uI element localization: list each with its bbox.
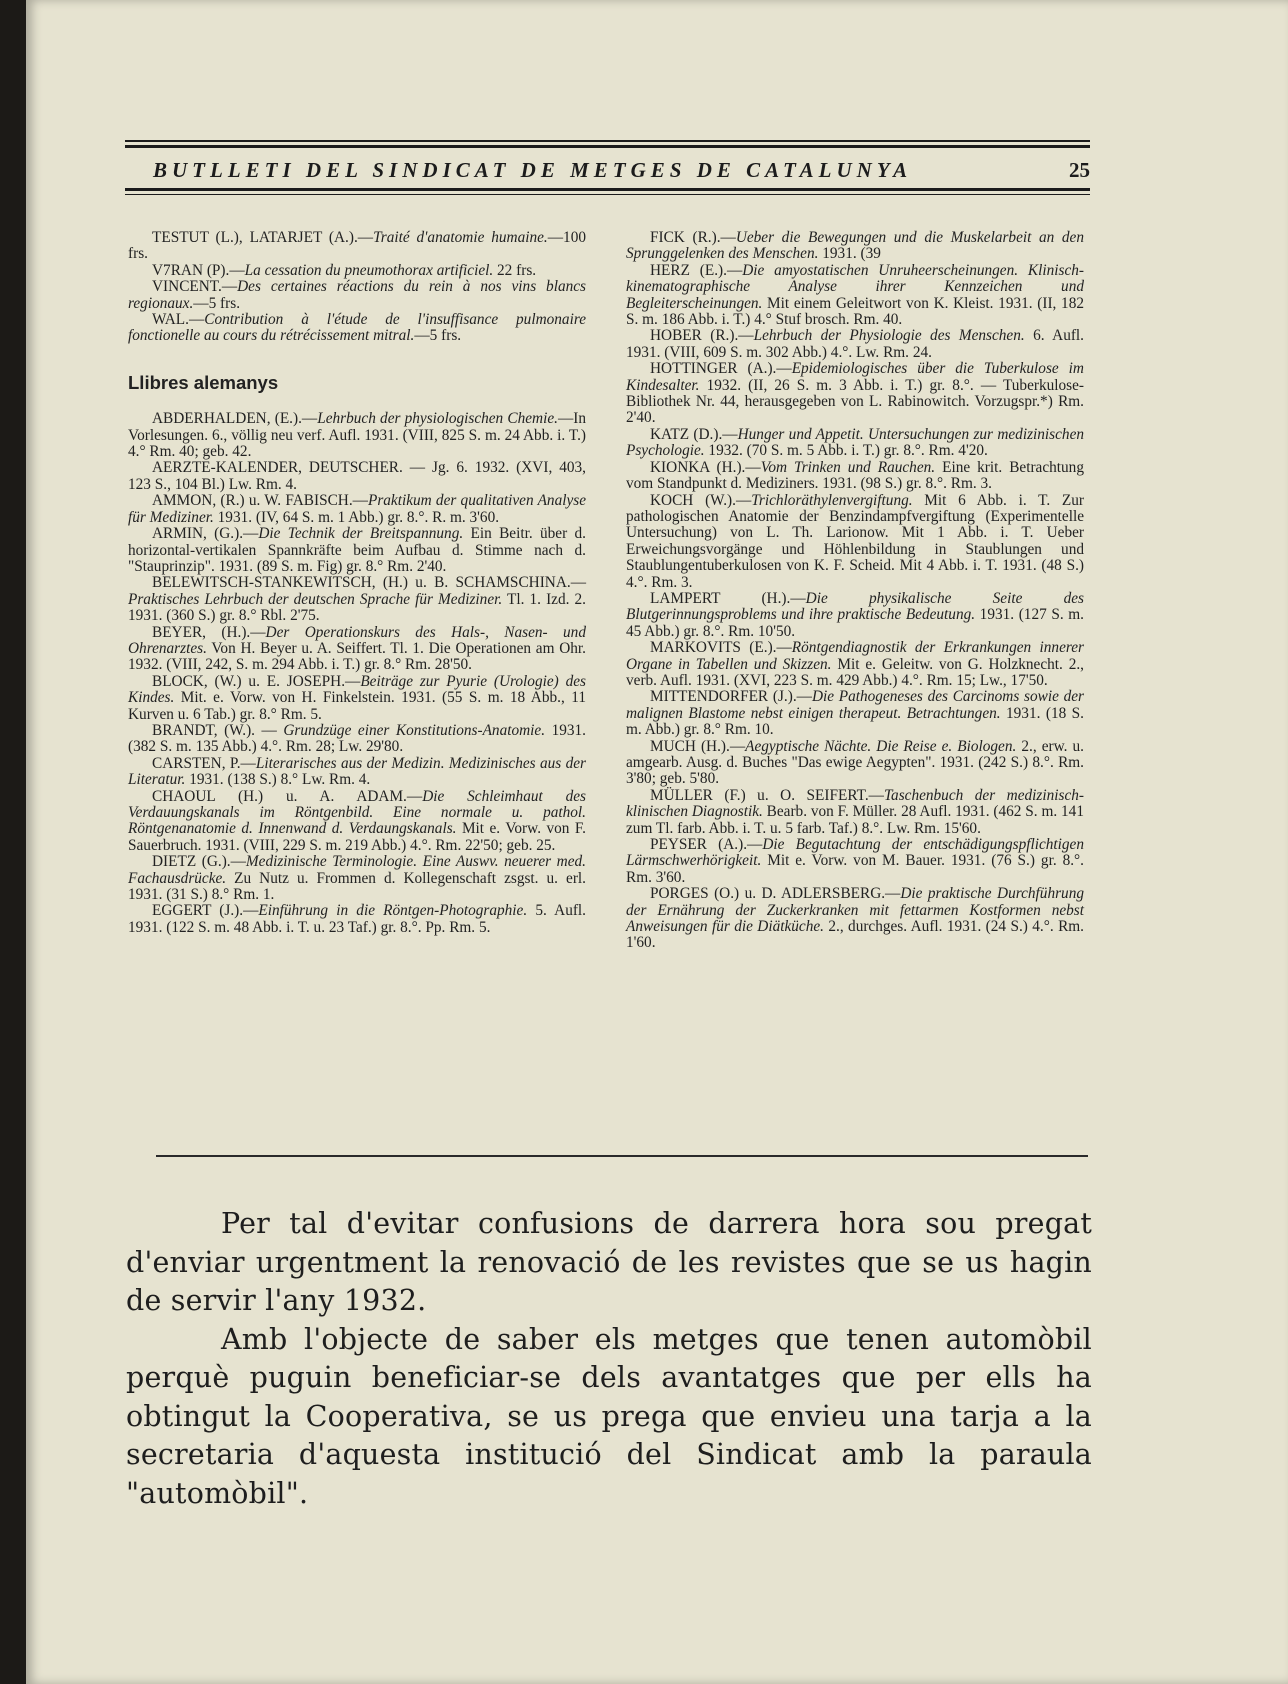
bibliography-entry — [626, 886, 1084, 952]
entry-author: MITTENDORFER (J.).— — [650, 688, 812, 706]
german-books-list — [128, 411, 586, 936]
german-books-list-continued — [626, 230, 1084, 952]
entry-title: Die physikalische Seite des Blutgerinnungsproblems und ihre praktische Bedeutung. — [626, 589, 1085, 624]
header-rule-bottom — [125, 194, 1090, 195]
entry-title: Die Begutachtung der entschädigungspflichtigen Lärmschwerhörigkeit. — [626, 836, 1084, 870]
entry-rest: 6. Aufl. 1931. (VIII, 609 S. m. 302 Abb.) 4.°. Lw. Rm. 24. — [626, 327, 1085, 361]
entry-author: KOCH (W.).— — [650, 491, 752, 509]
bibliography-entry — [128, 723, 586, 756]
entry-title: Literarisches aus der Medizin. Medizinisches aus der Literatur. — [128, 754, 587, 789]
bibliography-entry — [128, 756, 586, 789]
entry-author: V7RAN (P).— — [152, 261, 245, 279]
entry-title: Die Schleimhaut des Verdauungskanals im Röntgenbild. Eine normale u. pathol. Röntgenanatomie d. Innenwand d. Verdaungskanals. — [128, 787, 586, 838]
entry-title: Taschenbuch der medizinisch-klinischen Diagnostik. — [626, 786, 1084, 821]
entry-rest: Mit 6 Abb. i. T. Zur pathologischen Anatomie der Benzindampfvergiftung (Experimentelle Untersuchung) von L. Th. Larionow. Mit 1 Abb. i. T. Ueber Erweichungsvorgänge und Höhlenbildung in Staublungen und Staublungentuberkulosen von K. F. Scheid. Mit 4 Abb. i. T. 1931. (48 S.) 4.°. Rm. 3. — [626, 491, 1084, 591]
bibliography-entry — [626, 427, 1084, 460]
entry-author: PEYSER (A.).— — [650, 836, 763, 854]
section-heading: Llibres alemanys — [128, 371, 279, 393]
header-rule-bottom-thick — [125, 188, 1090, 191]
bibliography-entry — [626, 837, 1084, 886]
entry-author: BLOCK, (W.) u. E. JOSEPH.— — [152, 672, 361, 690]
entry-title: La cessation du pneumothorax artificiel. — [244, 261, 494, 279]
entry-rest: 5. Aufl. 1931. (122 S. m. 48 Abb. i. T. u. 23 Taf.) gr. 8.°. Pp. Rm. 5. — [128, 902, 587, 936]
bibliography-entry — [626, 640, 1084, 689]
notice-paragraph: Per tal d'evitar confusions de darrera hora sou pregat d'enviar urgentment la renovació de les revistes que se us hagin de servir l'any 1932. — [126, 1207, 1092, 1317]
bibliography-entry — [128, 411, 586, 460]
right-column — [626, 230, 1084, 952]
entry-rest: Von H. Beyer u. A. Seiffert. Tl. 1. Die Operationen am Ohr. 1932. (VIII, 242, S. m. 294 Abb. i. T.) gr. 8.° Rm. 28'50. — [128, 639, 586, 674]
bibliography-entry — [626, 591, 1084, 640]
entry-author: FICK (R.).— — [650, 229, 736, 246]
entry-author: KATZ (D.).— — [650, 425, 738, 443]
notice-paragraph: Amb l'objecte de saber els metges que tenen automòbil perquè puguin beneficiar-se dels avantatges que per ells ha obtingut la Cooperativa, se us prega que envieu una tarja a la secretaria d'aquesta institució del Sindicat amb la paraula "automòbil". — [126, 1322, 1092, 1510]
entry-title: Praktisches Lehrbuch der deutschen Sprache für Mediziner. — [128, 590, 503, 608]
bibliography-entry — [128, 674, 586, 723]
entry-rest: 1931. (382 S. m. 135 Abb.) 4.°. Rm. 28; Lw. 29'80. — [128, 721, 586, 756]
entry-rest: 1931. (138 S.) 8.° Lw. Rm. 4. — [185, 771, 371, 789]
entry-title: Beiträge zur Pyurie (Urologie) des Kindes. — [128, 672, 586, 707]
entry-title: Contribution à l'étude de l'insuffisance pulmonaire fonctionelle au cours du rétrécissement mitral. — [128, 311, 586, 345]
journal-title: BUTLLETI DEL SINDICAT DE METGES DE CATALUNYA — [153, 158, 913, 182]
french-books-list — [128, 230, 586, 345]
entry-rest: Mit e. Vorw. von M. Bauer. 1931. (76 S.) gr. 8.°. Rm. 3'60. — [626, 852, 1084, 886]
entry-author: CARSTEN, P.— — [152, 754, 256, 772]
entry-author: HOBER (R.).— — [650, 327, 754, 345]
bibliography-entry — [626, 739, 1084, 788]
entry-title: Vom Trinken und Rauchen. — [760, 458, 936, 476]
entry-rest: 1931. (127 S. m. 45 Abb.) gr. 8.°. Rm. 10'50. — [626, 606, 1084, 640]
entry-title: Lehrbuch der Physiologie des Menschen. — [753, 327, 1025, 345]
entry-rest: 2., durchges. Aufl. 1931. (24 S.) 4.°. Rm. 1'60. — [626, 918, 1084, 952]
entry-author: MARKOVITS (E.).— — [650, 639, 792, 657]
entry-rest: 1932. (II, 26 S. m. 3 Abb. i. T.) gr. 8.°. — Tuberkulose-Bibliothek Nr. 44, herausgegeben von L. Rabinowitch. Vorzugspr.*) Rm. 2'40. — [626, 376, 1084, 427]
entry-rest: 2., erw. u. amgearb. Ausg. d. Buches "Das ewige Aegypten". 1931. (242 S.) 8.°. Rm. 3'80; geb. 5'80. — [626, 737, 1084, 788]
entry-author: KIONKA (H.).— — [650, 458, 761, 476]
entry-rest: Eine krit. Betrachtung vom Standpunkt d. Mediziners. 1931. (98 S.) gr. 8.°. Rm. 3. — [626, 458, 1084, 493]
entry-title: Trichloräthylenvergiftung. — [751, 491, 913, 509]
bibliography-entry — [626, 263, 1084, 329]
entry-title: Röntgendiagnostik der Erkrankungen innerer Organe in Tabellen und Skizzen. — [626, 639, 1084, 673]
entry-author: BEYER, (H.).— — [152, 623, 266, 641]
bibliography-entry — [128, 312, 586, 345]
entry-title: Des certaines réactions du rein à nos vins blancs regionaux. — [128, 278, 586, 312]
entry-rest: 1931. (18 S. m. Abb.) gr. 8.° Rm. 10. — [626, 704, 1084, 739]
entry-title: Die praktische Durchführung der Ernährung der Zuckerkranken mit fettarmen Kostformen nebst Anweisungen für die Diätküche. — [626, 885, 1084, 936]
entry-rest: —100 frs. — [128, 229, 586, 263]
entry-rest: 22 frs. — [493, 261, 537, 279]
entry-author: BELEWITSCH-STANKEWITSCH, (H.) u. B. SCHAMSCHINA.— — [152, 574, 586, 592]
entry-author: HOTTINGER (A.).— — [650, 360, 792, 378]
left-column — [128, 230, 586, 936]
entry-author: PORGES (O.) u. D. ADLERSBERG.— — [650, 885, 901, 903]
entry-title: Die Technik der Breitspannung. — [258, 525, 464, 543]
entry-rest: Mit e. Geleitw. von G. Holzknecht. 2., verb. Aufl. 1931. (XVI, 223 S. m. 429 Abb.) 4.°. Rm. 15; Lw., 17'50. — [626, 655, 1084, 689]
entry-rest: —5 frs. — [193, 294, 241, 312]
bibliography-entry — [128, 625, 586, 674]
entry-rest: Mit einem Geleitwort von K. Kleist. 1931. (II, 182 S. m. 186 Abb. i. T.) 4.° Stuf brosch. Rm. 40. — [626, 294, 1084, 329]
entry-rest: 1931. (39 — [818, 245, 881, 263]
entry-title: Epidemiologisches über die Tuberkulose im Kindesalter. — [626, 360, 1084, 394]
entry-rest: —5 frs. — [414, 327, 462, 345]
running-header — [125, 156, 1090, 186]
entry-author: BRANDT, (W.). — — [152, 721, 284, 739]
bibliography-entry — [626, 361, 1084, 427]
bibliography-entry — [128, 854, 586, 903]
entry-rest: Mit e. Vorw. von F. Sauerbruch. 1931. (VIII, 229 S. m. 219 Abb.) 4.°. Rm. 22'50; geb. 25. — [128, 820, 587, 854]
bibliography-entry — [128, 230, 586, 263]
entry-rest: 1932. (70 S. m. 5 Abb. i. T.) gr. 8.°. Rm. 4'20. — [704, 442, 988, 460]
bibliography-entry — [626, 328, 1084, 361]
entry-author: ABDERHALDEN, (E.).— — [152, 410, 318, 428]
entry-title: Aegyptische Nächte. Die Reise e. Biologen. — [745, 737, 1017, 755]
entry-rest: Ein Beitr. über d. horizontal-vertikalen Spannkräfte beim Aufbau d. Stimme nach d. "Stauprinzip". 1931. (89 S. m. Fig) gr. 8.° Rm. 2'40. — [128, 525, 586, 575]
page-number: 25 — [1069, 158, 1090, 182]
bibliography-entry — [626, 788, 1084, 837]
entry-title: Medizinische Terminologie. Eine Auswv. neuerer med. Fachausdrücke. — [128, 853, 586, 887]
entry-author: VINCENT.— — [152, 278, 238, 296]
header-rule-top-thick — [125, 145, 1090, 148]
entry-rest: Bearb. von F. Müller. 28 Aufl. 1931. (462 S. m. 141 zum Tl. farb. Abb. i. T. u. 5 farb. Taf.) 8.°. Lw. Rm. 15'60. — [626, 803, 1084, 837]
entry-author: MUCH (H.).— — [650, 737, 746, 755]
bibliography-entry — [626, 230, 1084, 263]
bibliography-entry — [128, 279, 586, 312]
entry-author: MÜLLER (F.) u. O. SEIFERT.— — [650, 786, 884, 804]
entry-rest: —In Vorlesungen. 6., völlig neu verf. Aufl. 1931. (VIII, 825 S. m. 24 Abb. i. T.) 4.° Rm. 40; geb. 42. — [128, 410, 586, 461]
entry-author: HERZ (E.).— — [650, 261, 743, 279]
entry-title: Traité d'anatomie humaine. — [373, 229, 548, 246]
entry-author: EGGERT (J.).— — [152, 902, 259, 920]
entry-author: LAMPERT (H.).— — [650, 589, 806, 607]
section-separator — [156, 1155, 1088, 1157]
bibliography-entry — [128, 493, 586, 526]
entry-rest: Tl. 1. Izd. 2. 1931. (360 S.) gr. 8.° Rbl. 2'75. — [128, 590, 586, 625]
bibliography-entry — [128, 575, 586, 624]
entry-title: Lehrbuch der physiologischen Chemie. — [317, 410, 558, 428]
bibliography-entry — [128, 460, 586, 493]
entry-author: ARMIN, (G.).— — [152, 525, 259, 543]
entry-title: Praktikum der qualitativen Analyse für Mediziner. — [128, 492, 586, 526]
entry-rest: Mit. e. Vorw. von H. Finkelstein. 1931. (55 S. m. 18 Abb., 11 Kurven u. 6 Tab.) gr. 8.° Rm. 5. — [128, 689, 586, 723]
bibliography-entry — [626, 689, 1084, 738]
entry-rest: Zu Nutz u. Frommen d. Kollegenschaft zsgst. u. erl. 1931. (31 S.) 8.° Rm. 1. — [128, 869, 586, 904]
bibliography-entry — [626, 493, 1084, 591]
bibliography-entry — [128, 526, 586, 575]
entry-author: TESTUT (L.), LATARJET (A.).— — [152, 229, 374, 246]
entry-author: WAL.— — [152, 311, 205, 329]
entry-title: Der Operationskurs des Hals-, Nasen- und Ohrenarztes. — [128, 623, 586, 657]
entry-title: Hunger und Appetit. Untersuchungen zur medizinischen Psychologie. — [626, 425, 1085, 460]
entry-author: CHAOUL (H.) u. A. ADAM.— — [152, 787, 423, 805]
entry-title: Einführung in die Röntgen-Photographie. — [258, 902, 528, 920]
header-rule-top — [125, 140, 1090, 142]
entry-author: DIETZ (G.).— — [152, 853, 246, 871]
entry-rest: 1931. (IV, 64 S. m. 1 Abb.) gr. 8.°. R. m. 3'60. — [213, 508, 500, 526]
entry-title: Die Pathogeneses des Carcinoms sowie der malignen Blastome nebst einigen therapeut. Betrachtungen. — [626, 688, 1084, 722]
bibliography-entry — [128, 789, 586, 855]
entry-title: Die amyostatischen Unruheerscheinungen. Klinisch-kinematographische Analyse ihrer Kennzeichen und Begleiterscheinungen. — [626, 261, 1084, 312]
bibliography-entry — [128, 903, 586, 936]
entry-author: AMMON, (R.) u. W. FABISCH.— — [152, 492, 368, 510]
notice-block — [126, 1205, 1092, 1513]
entry-title: Ueber die Bewegungen und die Muskelarbeit an den Sprunggelenken des Menschen. — [626, 229, 1084, 263]
bibliography-entry — [128, 263, 586, 279]
bibliography-entry — [626, 460, 1084, 493]
entry-title: Grundzüge einer Konstitutions-Anatomie. — [283, 721, 546, 739]
entry-author: AERZTE-KALENDER, DEUTSCHER. — Jg. 6. 1932. (XVI, 403, 123 S., 104 Bl.) Lw. Rm. 4. — [128, 459, 586, 493]
